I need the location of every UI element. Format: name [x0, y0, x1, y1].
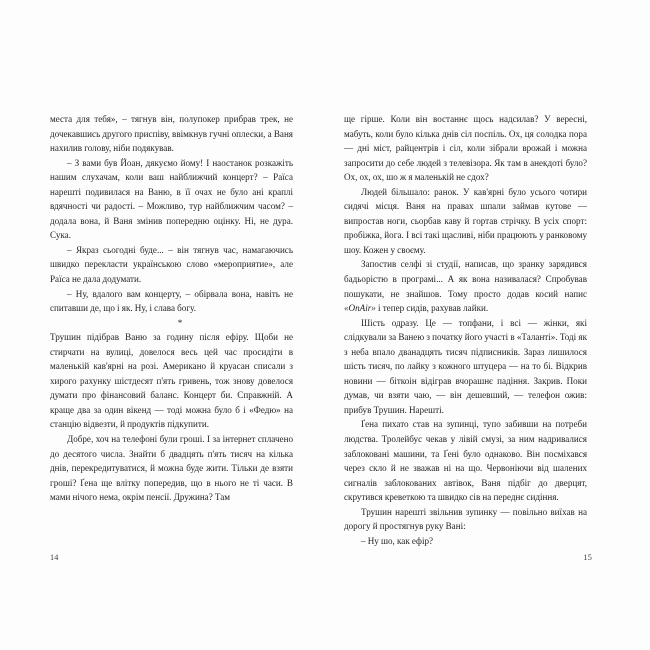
left-page-textblock — [50, 112, 293, 505]
paragraph: Трушин підібрав Ваню за годину після ефіру. Щоби не стирчати на вулиці, довелося весь цей час просидіти в маленькій кав'ярні на розі. Американо й круасан списали з хирого рахунку шістдесят п'ять гривень, тож знову довелося думати про фінансовий баланс. Концерт би. Справжній. А краще два за один вікенд — тоді можна було б і «Федю» на станцію відвезти, й продуктів підкупити. — [50, 332, 293, 430]
paragraph: – Якраз сьогодні буде... – він тягнув час, намагаючись швидко перекласти українською слово «мероприятие», але Раїса не дала додумати. — [50, 244, 293, 285]
page-number-left: 14 — [50, 553, 59, 562]
page-number-right: 15 — [583, 553, 592, 562]
onair-italic-text: «OnAir» — [344, 303, 376, 314]
paragraph: Шість одразу. Це — топфани, і всі — жінки, які слідкували за Ванею з початку його участі в «Таланті». Тоді як з неба впало дванадцять тисяч підписників. Зараз лишилося шість тисяч, по лайку з кожного штуцера — на то бі. Відкрив новини — біткоін відіграв вчорашнє падіння. Закрив. Поки думав, чи взяти чаю, — він дешевший, — телефон ожив: прибув Трушин. Нарешті. — [344, 317, 587, 415]
right-page-textblock — [344, 112, 587, 548]
paragraph: – З вами був Йоан, дякуємо йому! І наостанок розкажіть нашим слухачам, коли ваш найближчий концерт? – Раїса нарешті подивилася на Ваню, в її очах не було ані краплі вдячності чи радості. – Можливо, тур найближчим часом? – додала вона, й Ваня змінив попередню оцінку. Ні, не дура. Сука. — [50, 157, 293, 241]
paragraph: Трушин нарешті звільнив зупинку — повільно виїхав на дорогу й простягнув руку Вані: — [344, 506, 587, 532]
section-separator-asterisk: * — [177, 317, 183, 328]
paragraph: – Ну, вдалого вам концерту, – обірвала вона, навіть не спитавши де, що і як. Ну, і слава богу. — [50, 288, 293, 314]
paragraph: – Ну шо, как ефір? — [361, 535, 434, 546]
paragraph: Добре, хоч на телефоні були гроші. І за інтернет сплачено до десятого числа. Знайти б двадцять п'ять тисяч на кілька днів, перекредитуватися, й можна буде жити. Тільки де взяти гроші? Ґена ще влітку попередив, що в нього не ті часи. В мами нічого нема, окрім пенсії. Дружина? Там — [50, 434, 293, 503]
paragraph: Ґена пихато став на зупинці, тупо забивши на потреби людства. Тролейбус чекав у лівій смузі, за ним надривалися заблоковані машини, та Ґені було однаково. Він посміхався через скло й не зважав ні на що. Червоніючи від шалених сигналів заблокованих автівок, Ваня підбіг до дверцят, скрутився креветкою та швидко сів на переднє сидіння. — [344, 419, 587, 503]
paragraph: ще гірше. Коли він востаннє щось надсилав? У вересні, мабуть, коли було кілька днів сіл поспіль. Ох, ця солодка пора — дні міст, райцентрів і сіл, коли зібрали врожай і можна запросити до себе людей з телевізора. Як там в анекдоті було? Ох, ох, ох, шо ж я маленькій не сдох? — [344, 114, 587, 183]
paragraph-text-after-italic: і тепер сидів, рахував лайки. — [375, 303, 489, 314]
paragraph: Людей більшало: ранок. У кав'ярні було усього чотири сидячі місця. Ваня на правах шпали займав кутове — випростав ноги, сьорбав каву й гортав стрічку. В усіх спорт: пробіжка, йога. І всі такі щасливі, ніби працюють у ранковому шоу. Кожен у своєму. — [344, 186, 587, 255]
paragraph: места для тебя», – тягнув він, полупокер прибрав трек, не дочекавшись другого приспіву, ввімкнув гучні оплески, а Ваня нахилив голову, ніби подякував. — [50, 114, 293, 154]
paragraph-with-italic — [344, 257, 587, 315]
page-right — [325, 0, 650, 650]
paragraph-text-before-italic: Запостив селфі зі студії, написав, що зранку зарядився бадьорістю в програмі... А як вона називалася? Спробував пошукати, не знайшов. Тому просто додав косий напис — [344, 259, 587, 299]
